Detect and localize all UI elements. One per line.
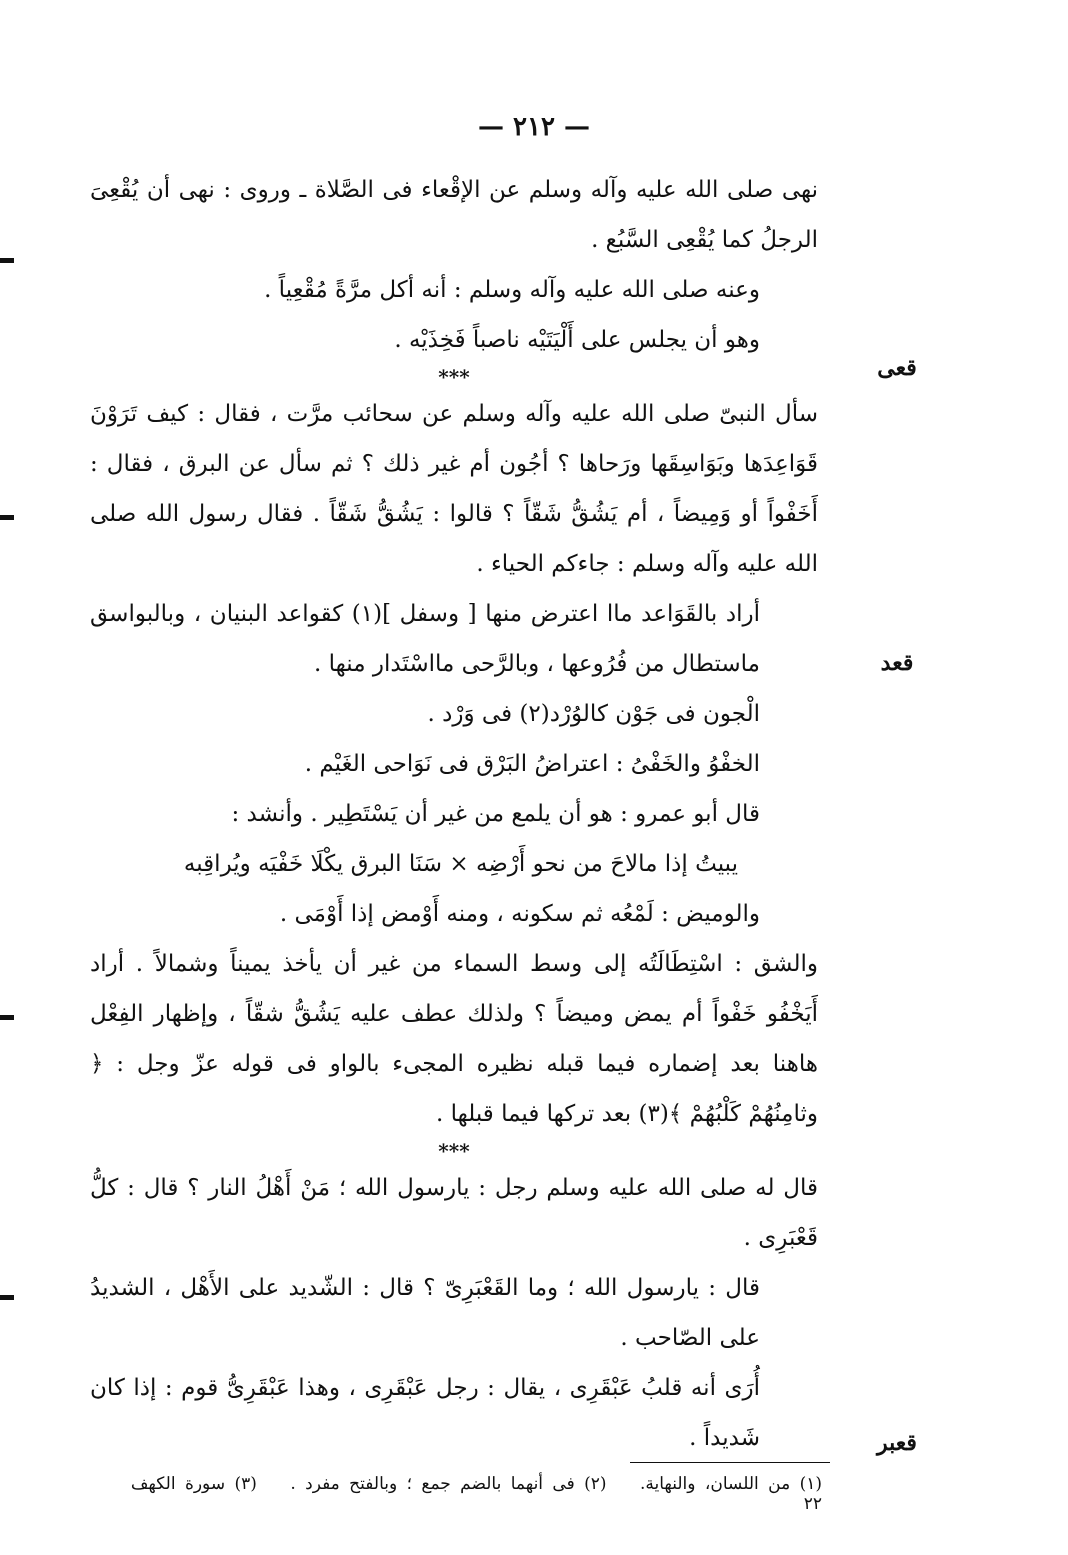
paragraph: الْجون فى جَوْن كالوُرْد(٢) فى وَرْد . [427,701,760,727]
paragraph: سأل النبىّ صلى الله عليه وآله وسلم عن سحائب مرَّت ، فقال : كيف تَرَوْنَ قَوَاعِدَها وبَوَاسِقَها ورَحاها ؟ أجُون أم غير ذلك ؟ ثم سأل عن البرق ، فقال : أَخَفْواً أو وَمِيضاً ، أم يَشُقُّ شَقّاً ؟ قالوا : يَشُقُّ شَقّاً . فقال رسول الله صلى الله عليه وآله وسلم : جاءكم الحياء . [90,401,818,577]
paragraph: وهو أن يجلس على أَلْيَتَيْه ناصباً فَخِذَيْه . [394,327,760,353]
paragraph: والوميض : لَمْعُه ثم سكونه ، ومنه أَوْمض إذا أَوْمَى . [279,901,760,927]
footnote: (٣) سورة الكهف ٢٢ [130,1474,822,1514]
margin-note-qaad: قعد [880,650,914,676]
paragraph: أُرَى أنه قلبُ عَبْقَرِى ، يقال : رجل عَبْقَرِى ، وهذا عَبْقَرِىُّ قوم : إذا كان شَديداً . [90,1375,760,1451]
footnote: (١) من اللسان، والنهاية. [639,1474,822,1494]
paragraph: قال له صلى الله عليه وسلم رجل : يارسول الله ؛ مَنْ أَهْلُ النار ؟ قال : كلُّ قَعْبَرِى . [90,1175,818,1251]
footnote: (٢) فى أنهما بالضم جمع ؛ وبالفتح مفرد . [290,1474,607,1494]
paragraph: قال : يارسول الله ؛ وما القَعْبَرِىّ ؟ قال : الشّديد على الأَهْل ، الشديدُ على الصّاحب . [90,1275,760,1351]
paragraph: الخفْوُ والخَفْىُ : اعتراضُ البَرْق فى نَوَاحى الغَيْم . [304,751,760,777]
margin-note-qaa: قعى [877,355,917,381]
margin-note-qabar: قعبر [877,1430,917,1456]
footnote-divider [630,1462,830,1463]
paragraph: والشق : اسْتِطَالَتُه إلى وسط السماء من غير أن يأخذ يميناً وشمالاً . أراد أَيَخْفُو خَفْواً أم يمض وميضاً ؟ ولذلك عطف عليه يَشُقُّ شقّاً ، وإظهار الفِعْل هاهنا بعد إضماره فيما قبله نظيره المجىء بالواو فى قوله عزّ وجل : ﴿ وثامِنُهُمْ كَلْبُهُمْ ﴾(٣) بعد تركها فيما قبلها . [90,951,818,1127]
paragraph: أراد بالقَوَاعد ماا اعترض منها [ وسفل ](١) كقواعد البنيان ، وبالبواسق ماستطال من فُرُوعها ، وبالرَّحى مااسْتَدار منها . [90,601,760,677]
scan-edge-mark [0,1015,14,1020]
paragraph: قال أبو عمرو : هو أن يلمع من غير أن يَسْتَطِير . وأنشد : [231,801,760,827]
paragraph: نهى صلى الله عليه وآله وسلم عن الإقْعاء فى الصَّلاة ـ وروى : نهى أن يُقْعِىَ الرجلُ كما يُقْعِى السَّبُع . [90,177,818,253]
scan-edge-mark [0,1295,14,1300]
footnotes [110,1474,822,1514]
page-number: — ٢١٢ — [477,112,591,142]
poetry-verse: يبيتُ إذا مالاحَ من نحو أَرْضِه × سَنَا البرق يكْلَا خَفْيَه ويُراقِبه [183,851,738,877]
scan-edge-mark [0,258,14,263]
paragraph: وعنه صلى الله عليه وآله وسلم : أنه أكل مرَّةً مُقْعِياً . [264,277,760,303]
scan-edge-mark [0,515,14,520]
section-separator: *** [438,365,470,389]
section-separator: *** [438,1139,470,1163]
main-text [90,165,818,1463]
